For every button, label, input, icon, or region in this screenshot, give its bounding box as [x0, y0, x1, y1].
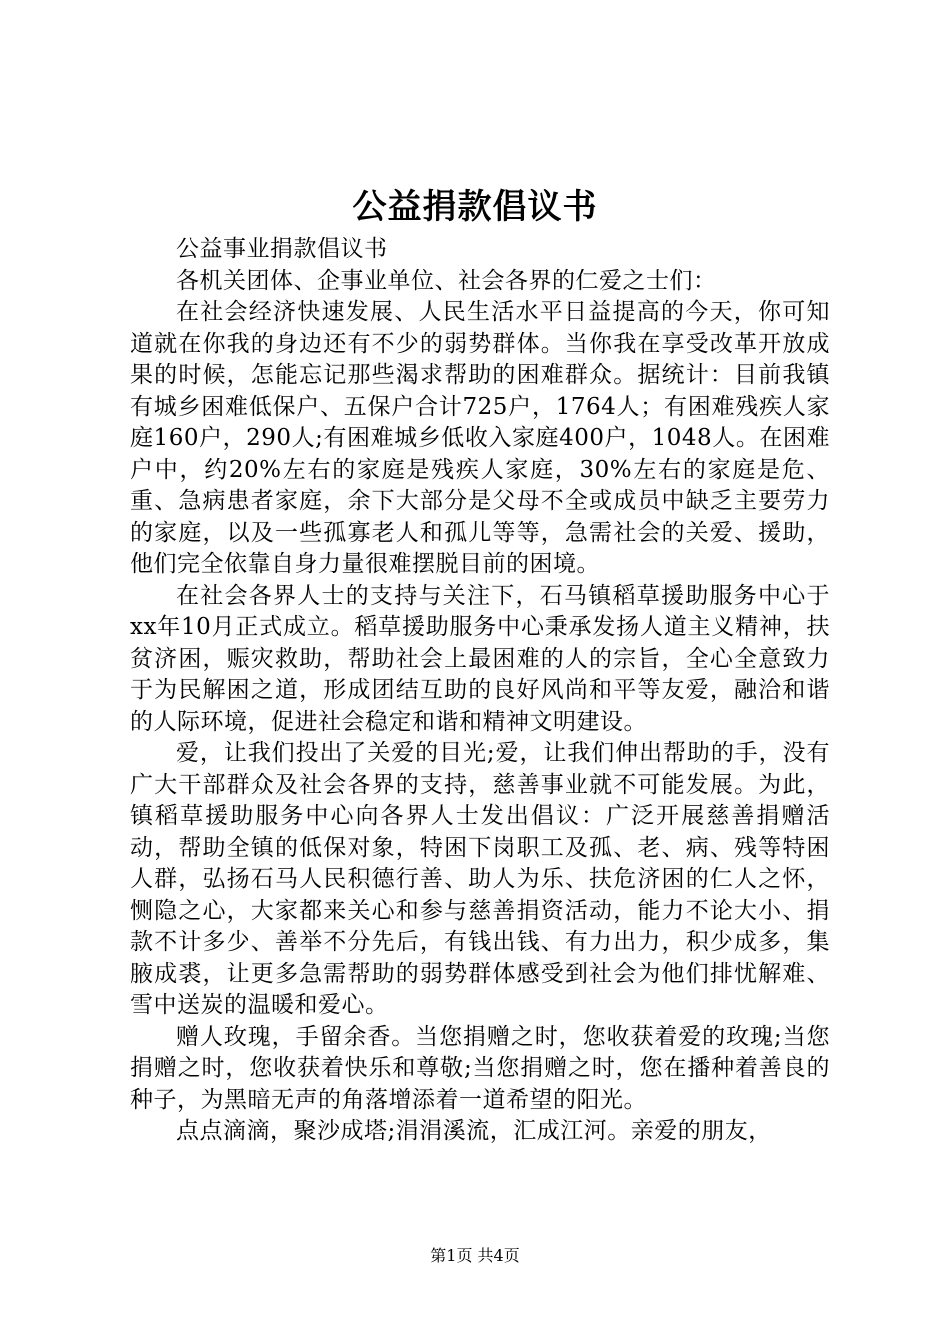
- paragraph-body: 爱，让我们投出了关爱的目光;爱，让我们伸出帮助的手，没有广大干部群众及社会各界的支持，慈善事业就不可能发展。为此，镇稻草援助服务中心向各界人士发出倡议：广泛开展慈善捐赠活动，帮助全镇的低保对象，特困下岗职工及孤、老、病、残等特困人群，弘扬石马人民积德行善、助人为乐、扶危济困的仁人之怀，恻隐之心，大家都来关心和参与慈善捐资活动，能力不论大小、捐款不计多少、善举不分先后，有钱出钱、有力出力，积少成多，集腋成裘，让更多急需帮助的弱势群体感受到社会为他们排忧解难、雪中送炭的温暖和爱心。: [130, 740, 830, 1018]
- paragraph-body: 赠人玫瑰，手留余香。当您捐赠之时，您收获着爱的玫瑰;当您捐赠之时，您收获着快乐和尊敬;当您捐赠之时，您在播种着善良的种子，为黑暗无声的角落增添着一道希望的阳光。: [130, 1023, 830, 1113]
- paragraph-body: 在社会经济快速发展、人民生活水平日益提高的今天，你可知道就在你我的身边还有不少的弱势群体。当你我在享受改革开放成果的时候，怎能忘记那些渴求帮助的困难群众。据统计：目前我镇有城乡困难低保户、五保户合计725户，1764人；有困难残疾人家庭160户，290人;有困难城乡低收入家庭400户，1048人。在困难户中，约20%左右的家庭是残疾人家庭，30%左右的家庭是危、重、急病患者家庭，余下大部分是父母不全或成员中缺乏主要劳力的家庭，以及一些孤寡老人和孤儿等等，急需社会的关爱、援助，他们完全依靠自身力量很难摆脱目前的困境。: [130, 299, 830, 577]
- document-body: [130, 234, 830, 1148]
- paragraph-salutation: 各机关团体、企事业单位、社会各界的仁爱之士们：: [176, 267, 717, 294]
- document-title: 公益捐款倡议书: [352, 187, 598, 227]
- paragraph-subtitle: 公益事业捐款倡议书: [176, 236, 388, 262]
- paragraph-body: 点点滴滴，聚沙成塔;涓涓溪流，汇成江河。亲爱的朋友，: [176, 1118, 772, 1144]
- paragraph-body: 在社会各界人士的支持与关注下，石马镇稻草援助服务中心于xx年10月正式成立。稻草援助服务中心秉承发扬人道主义精神，扶贫济困，赈灾救助，帮助社会上最困难的人的宗旨，全心全意致力于为民解困之道，形成团结互助的良好风尚和平等友爱，融洽和谐的人际环境，促进社会稳定和谐和精神文明建设。: [130, 582, 830, 735]
- page-footer: 第1页 共4页: [430, 1246, 520, 1265]
